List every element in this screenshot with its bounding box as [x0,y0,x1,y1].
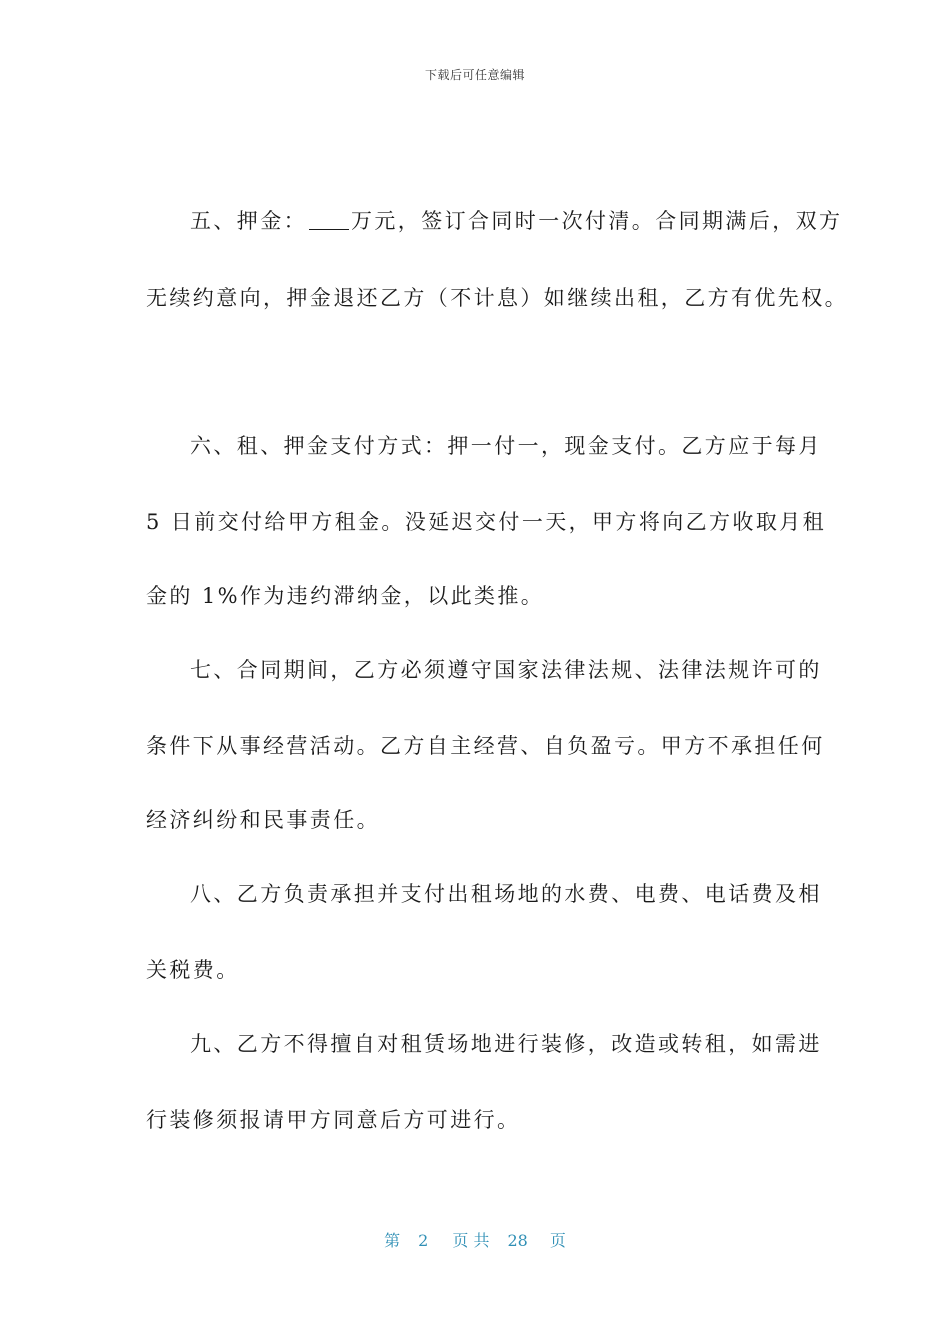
clause7-line1: 七、合同期间，乙方必须遵守国家法律法规、法律法规许可的 [190,658,822,682]
clause7-line3: 经济纠纷和民事责任。 [146,808,380,832]
header-note: 下载后可任意编辑 [424,68,525,82]
total-pages-number: 28 [507,1231,528,1250]
clause5-line1-prefix: 五、押金： [190,209,307,233]
current-page-number: 2 [418,1231,429,1250]
clause9-line2: 行装修须报请甲方同意后方可进行。 [146,1108,521,1132]
clause5-line1-suffix: 万元，签订合同时一次付清。合同期满后，双方 [351,209,843,233]
clause6-line1: 六、租、押金支付方式：押一付一，现金支付。乙方应于每月 [190,434,822,458]
clause6-line3: 金的 1%作为违约滞纳金，以此类推。 [146,584,545,608]
page-indicator [0,1228,950,1251]
clause5-line2: 无续约意向，押金退还乙方（不计息）如继续出租，乙方有优先权。 [146,286,848,310]
deposit-amount-blank [309,209,349,230]
page-di-label: 第 [384,1231,401,1250]
clause9-line1: 九、乙方不得擅自对租赁场地进行装修，改造或转租，如需进 [190,1032,822,1056]
page-ye-gong-label: 页 共 [452,1231,490,1250]
clause6-line2: 5 日前交付给甲方租金。没延迟交付一天，甲方将向乙方收取月租 [146,510,827,534]
clause8-line1: 八、乙方负责承担并支付出租场地的水费、电费、电话费及相 [190,882,822,906]
clause7-line2: 条件下从事经营活动。乙方自主经营、自负盈亏。甲方不承担任何 [146,734,825,758]
clause5-line1 [190,206,842,236]
clause8-line2: 关税费。 [146,958,240,982]
page-ye-label: 页 [549,1231,566,1250]
